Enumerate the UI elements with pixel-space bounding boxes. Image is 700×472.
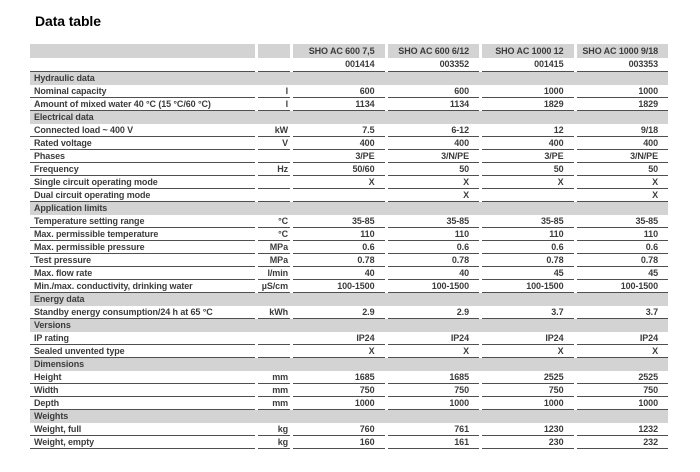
row-label: Height (30, 371, 255, 384)
row-value: 50 (482, 163, 574, 176)
row-value: 1000 (577, 397, 669, 410)
row-value: 230 (482, 436, 574, 449)
column-order-number: 003352 (388, 58, 480, 72)
row-value (293, 189, 385, 202)
row-label: Weight, full (30, 423, 255, 436)
row-value: 0.78 (388, 254, 480, 267)
order-number-row (30, 58, 668, 72)
row-unit: l/min (258, 267, 290, 280)
row-value: 3/N/PE (388, 150, 480, 163)
row-unit: µS/cm (258, 280, 290, 293)
row-value: 760 (293, 423, 385, 436)
row-value: 1134 (293, 98, 385, 111)
row-label: Single circuit operating mode (30, 176, 255, 189)
table-row (30, 228, 668, 241)
table-header-row (30, 44, 668, 58)
row-unit: l (258, 85, 290, 98)
row-unit: kW (258, 124, 290, 137)
row-value: 1230 (482, 423, 574, 436)
row-label: Weight, empty (30, 436, 255, 449)
header-spacer-label (30, 44, 255, 58)
row-value: 7.5 (293, 124, 385, 137)
row-value: 3/PE (293, 150, 385, 163)
row-value: 761 (388, 423, 480, 436)
row-value: 6-12 (388, 124, 480, 137)
row-value: 50/60 (293, 163, 385, 176)
row-value: 110 (482, 228, 574, 241)
table-row (30, 176, 668, 189)
row-value: 750 (388, 384, 480, 397)
row-value: 1000 (388, 397, 480, 410)
row-value: 12 (482, 124, 574, 137)
row-value: 3/N/PE (577, 150, 669, 163)
table-row (30, 384, 668, 397)
row-value: 750 (577, 384, 669, 397)
row-value: 1232 (577, 423, 669, 436)
row-value: 100-1500 (577, 280, 669, 293)
row-value: X (482, 176, 574, 189)
row-unit: MPa (258, 254, 290, 267)
row-value: 1000 (293, 397, 385, 410)
row-unit: kg (258, 436, 290, 449)
section-header: Electrical data (30, 111, 668, 124)
row-value: 750 (293, 384, 385, 397)
row-value: 40 (388, 267, 480, 280)
row-unit: °C (258, 215, 290, 228)
data-table (30, 44, 668, 449)
row-value: 1685 (388, 371, 480, 384)
table-row (30, 163, 668, 176)
row-label: Depth (30, 397, 255, 410)
table-row (30, 345, 668, 358)
row-value: 0.6 (293, 241, 385, 254)
table-row (30, 332, 668, 345)
row-value: IP24 (388, 332, 480, 345)
header-spacer-unit (258, 44, 290, 58)
table-row (30, 371, 668, 384)
row-value: 400 (388, 137, 480, 150)
row-value: 400 (577, 137, 669, 150)
row-value: 2525 (577, 371, 669, 384)
row-value: 45 (577, 267, 669, 280)
table-row (30, 436, 668, 449)
row-value: X (577, 345, 669, 358)
row-value: 0.78 (577, 254, 669, 267)
row-value: 232 (577, 436, 669, 449)
column-order-number: 003353 (577, 58, 669, 72)
row-value: 45 (482, 267, 574, 280)
row-value: 110 (293, 228, 385, 241)
row-unit: °C (258, 228, 290, 241)
row-value: 110 (388, 228, 480, 241)
table-row (30, 124, 668, 137)
row-value: 3/PE (482, 150, 574, 163)
row-value: 1685 (293, 371, 385, 384)
row-value: X (577, 189, 669, 202)
row-value: 1000 (482, 397, 574, 410)
row-value: X (293, 345, 385, 358)
column-order-number: 001414 (293, 58, 385, 72)
row-value: 100-1500 (293, 280, 385, 293)
row-unit: mm (258, 397, 290, 410)
row-value: 2.9 (293, 306, 385, 319)
column-order-number: 001415 (482, 58, 574, 72)
row-unit (258, 189, 290, 202)
row-unit: kg (258, 423, 290, 436)
row-label: Test pressure (30, 254, 255, 267)
row-value: 0.6 (577, 241, 669, 254)
row-label: Nominal capacity (30, 85, 255, 98)
row-unit: Hz (258, 163, 290, 176)
row-value: 35-85 (577, 215, 669, 228)
table-row (30, 254, 668, 267)
column-model-name: SHO AC 600 6/12 (388, 44, 480, 58)
section-header: Energy data (30, 293, 668, 306)
row-value: 0.78 (293, 254, 385, 267)
row-value: 1829 (577, 98, 669, 111)
row-unit (258, 332, 290, 345)
row-value: 0.6 (388, 241, 480, 254)
row-value: 1000 (577, 85, 669, 98)
row-value: 2525 (482, 371, 574, 384)
row-value: 600 (388, 85, 480, 98)
row-label: Standby energy consumption/24 h at 65 °C (30, 306, 255, 319)
table-row (30, 267, 668, 280)
row-value: 50 (388, 163, 480, 176)
table-body (30, 72, 668, 449)
row-label: Width (30, 384, 255, 397)
row-value: X (482, 345, 574, 358)
row-label: IP rating (30, 332, 255, 345)
row-unit: mm (258, 384, 290, 397)
row-value: IP24 (577, 332, 669, 345)
row-label: Connected load ~ 400 V (30, 124, 255, 137)
row-value: 161 (388, 436, 480, 449)
row-value: 3.7 (577, 306, 669, 319)
row-value: 1000 (482, 85, 574, 98)
table-row (30, 241, 668, 254)
row-value: 35-85 (293, 215, 385, 228)
row-value: 600 (293, 85, 385, 98)
row-value: IP24 (293, 332, 385, 345)
row-label: Max. permissible pressure (30, 241, 255, 254)
section-header: Application limits (30, 202, 668, 215)
row-unit (258, 176, 290, 189)
row-value: X (388, 176, 480, 189)
row-value: 400 (293, 137, 385, 150)
section-header: Versions (30, 319, 668, 332)
order-spacer-label (30, 58, 255, 72)
row-value: 35-85 (482, 215, 574, 228)
section-header: Weights (30, 410, 668, 423)
row-value: 1134 (388, 98, 480, 111)
row-unit: l (258, 98, 290, 111)
row-value: X (388, 189, 480, 202)
table-row (30, 423, 668, 436)
table-row (30, 215, 668, 228)
row-label: Sealed unvented type (30, 345, 255, 358)
row-label: Temperature setting range (30, 215, 255, 228)
table-row (30, 137, 668, 150)
row-value: 35-85 (388, 215, 480, 228)
row-value: X (577, 176, 669, 189)
row-value: 750 (482, 384, 574, 397)
row-label: Max. permissible temperature (30, 228, 255, 241)
row-value: 110 (577, 228, 669, 241)
row-value: X (293, 176, 385, 189)
row-value: X (388, 345, 480, 358)
row-value: IP24 (482, 332, 574, 345)
order-spacer-unit (258, 58, 290, 72)
row-value (482, 189, 574, 202)
row-label: Phases (30, 150, 255, 163)
row-value: 9/18 (577, 124, 669, 137)
row-value: 100-1500 (482, 280, 574, 293)
row-label: Min./max. conductivity, drinking water (30, 280, 255, 293)
row-label: Max. flow rate (30, 267, 255, 280)
row-value: 400 (482, 137, 574, 150)
row-value: 50 (577, 163, 669, 176)
column-model-name: SHO AC 1000 12 (482, 44, 574, 58)
table-row (30, 98, 668, 111)
row-label: Dual circuit operating mode (30, 189, 255, 202)
row-label: Amount of mixed water 40 °C (15 °C/60 °C) (30, 98, 255, 111)
row-unit: MPa (258, 241, 290, 254)
row-value: 0.6 (482, 241, 574, 254)
table-row (30, 280, 668, 293)
row-value: 40 (293, 267, 385, 280)
row-unit (258, 345, 290, 358)
row-unit: mm (258, 371, 290, 384)
row-value: 160 (293, 436, 385, 449)
row-unit: V (258, 137, 290, 150)
row-value: 0.78 (482, 254, 574, 267)
table-row (30, 189, 668, 202)
section-header: Hydraulic data (30, 72, 668, 85)
table-row (30, 306, 668, 319)
table-row (30, 150, 668, 163)
row-value: 1829 (482, 98, 574, 111)
table-row (30, 397, 668, 410)
row-label: Frequency (30, 163, 255, 176)
row-unit (258, 150, 290, 163)
column-model-name: SHO AC 1000 9/18 (577, 44, 669, 58)
row-value: 100-1500 (388, 280, 480, 293)
row-unit: kWh (258, 306, 290, 319)
section-header: Dimensions (30, 358, 668, 371)
row-value: 2.9 (388, 306, 480, 319)
row-label: Rated voltage (30, 137, 255, 150)
row-value: 3.7 (482, 306, 574, 319)
table-row (30, 85, 668, 98)
column-model-name: SHO AC 600 7,5 (293, 44, 385, 58)
page-title: Data table (35, 13, 101, 29)
